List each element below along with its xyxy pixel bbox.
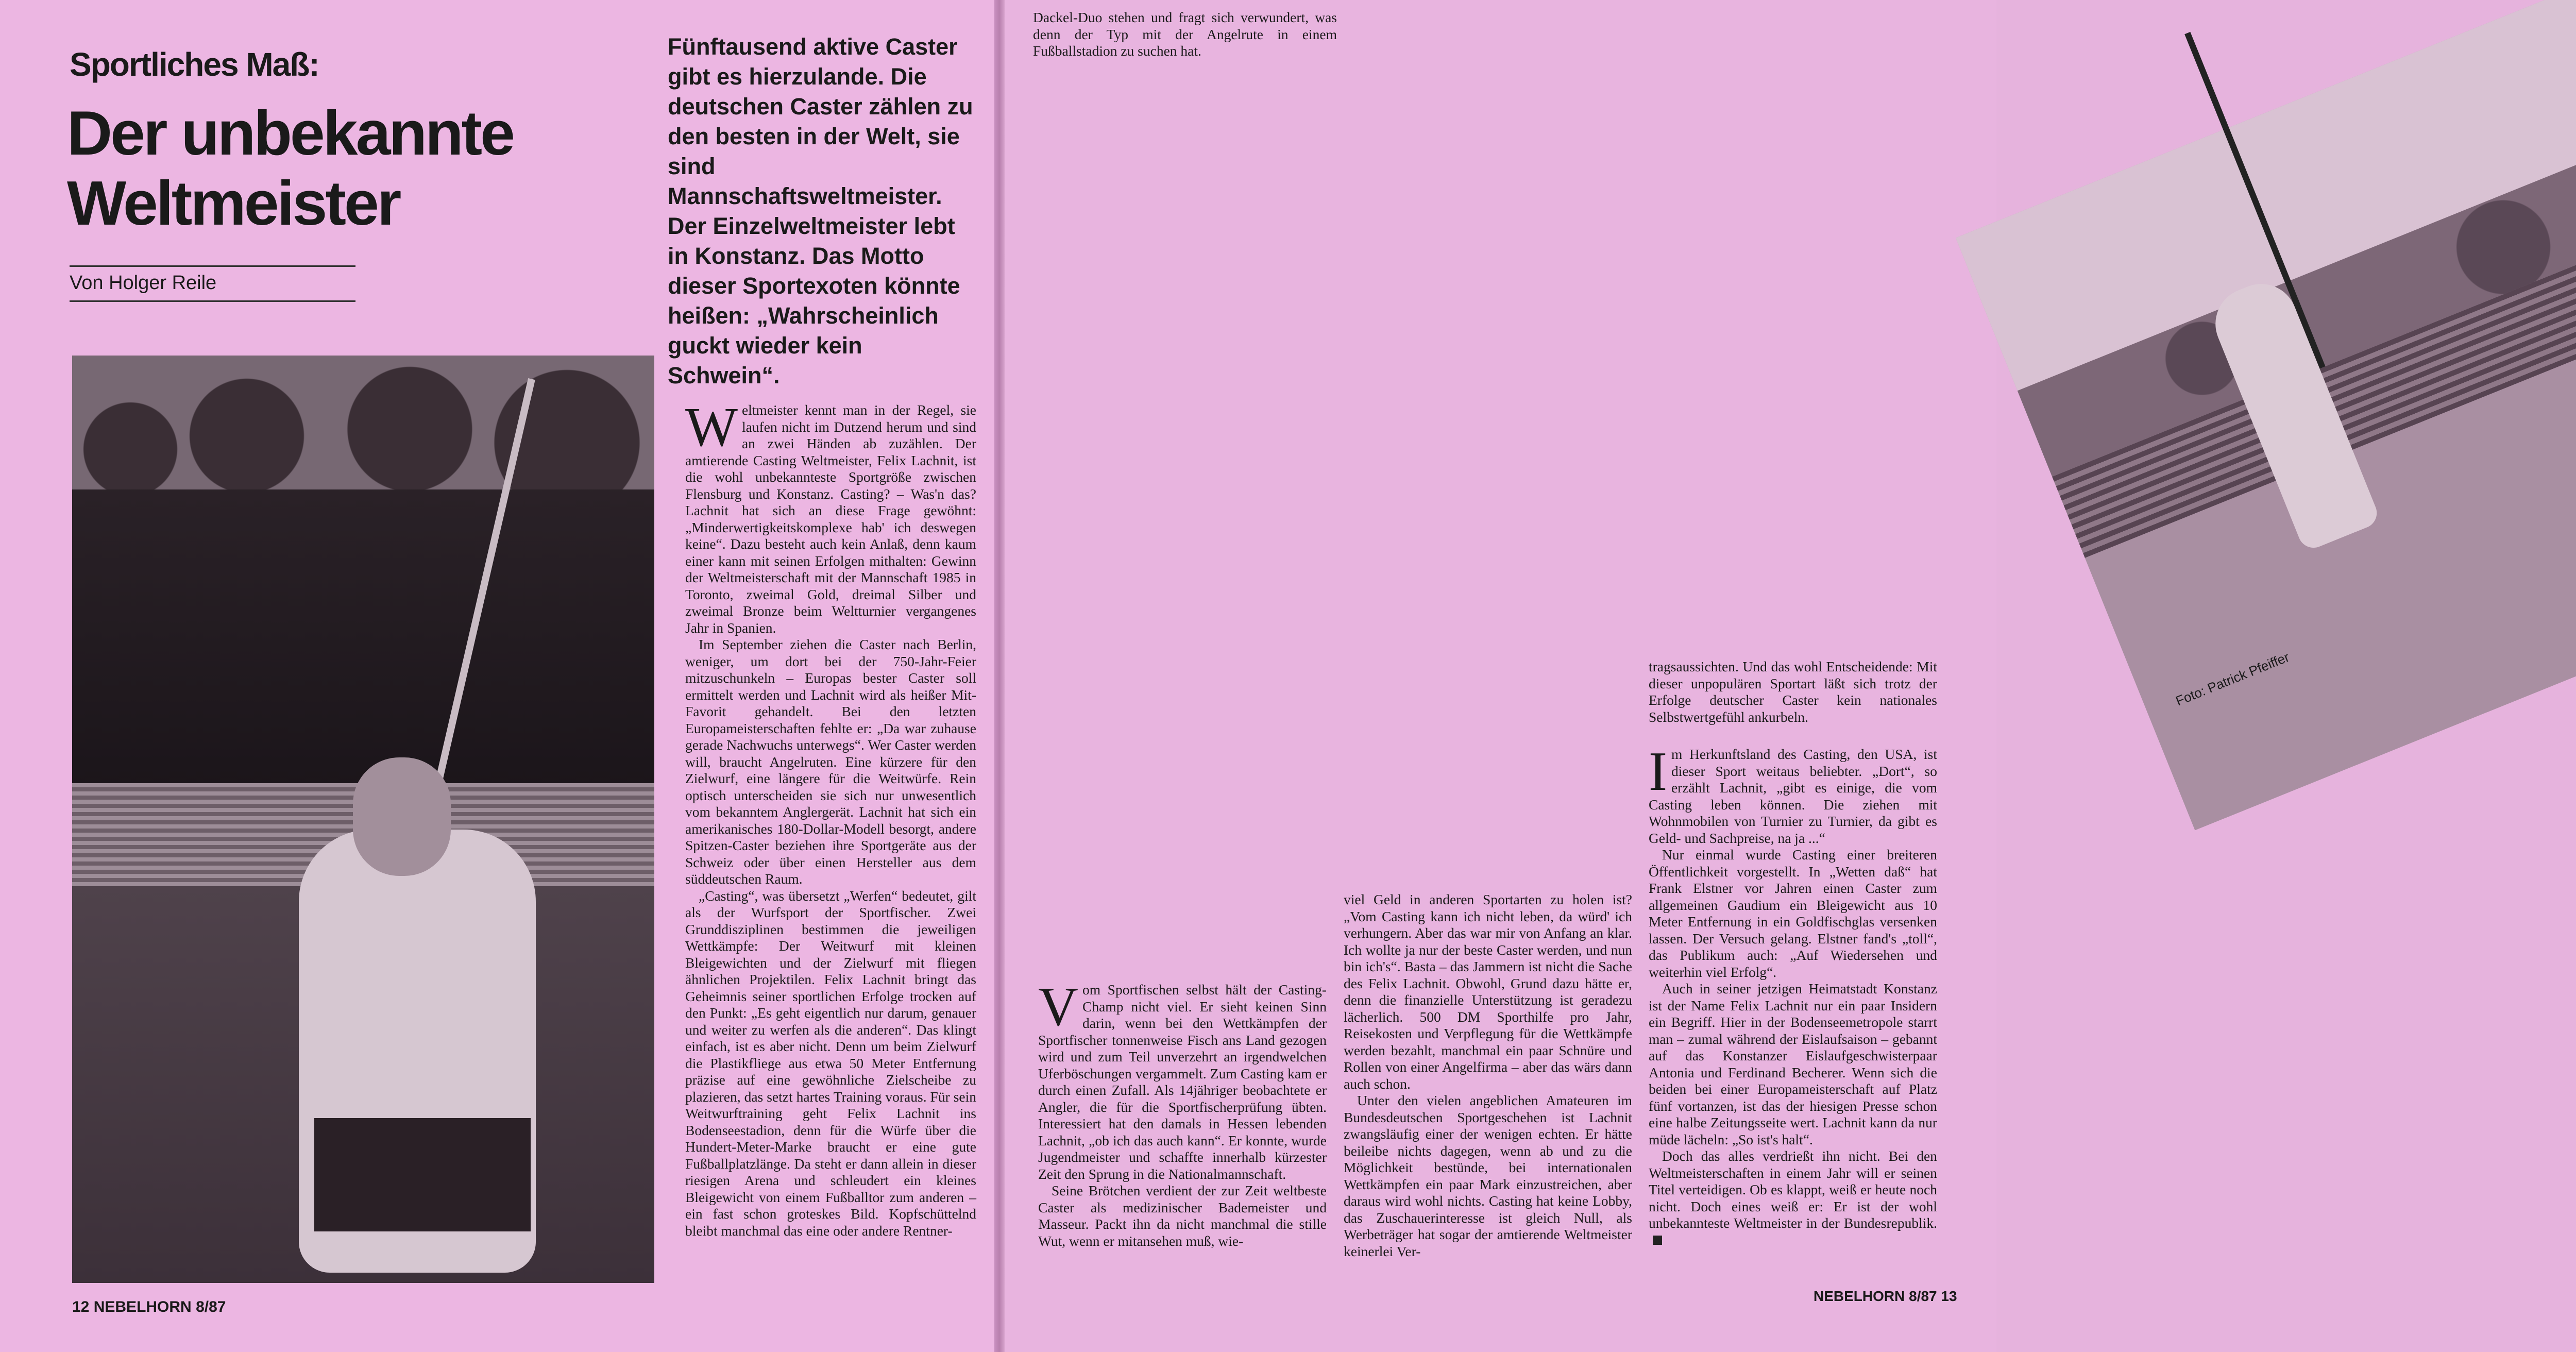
paragraph: Im Herkunftsland des Casting, den USA, ist dieser Sport weitaus beliebter. „Dort“, so erzählt Lachnit, „gibt es einige, die vom Casting leben können. Die ziehen mit Wohnmobilen von Turnier zu Turnier, da gibt es Geld- und Sachpreise, na ja ...“ <box>1649 741 1937 846</box>
lead-paragraph: Fünftausend aktive Caster gibt es hierzulande. Die deutschen Caster zählen zu den besten in der Welt, sie sind Mannschaftsweltmeister. Der Einzelweltmeister lebt in Konstanz. Das Motto dieser Sportexoten könnte heißen: „Wahrscheinlich guckt wieder kein Schwein“. <box>668 33 973 388</box>
headline-line-2: Weltmeister <box>67 168 400 238</box>
dropcap: W <box>685 397 738 458</box>
paragraph: Seine Brötchen verdient der zur Zeit weltbeste Caster als medizinischer Bademeister und Masseur. Packt ihn da nicht manchmal die stille Wut, wenn er mitansehen muß, wie- <box>1038 1182 1327 1249</box>
photo-caster-action <box>1956 0 2576 830</box>
paragraph: Unter den vielen angeblichen Amateuren im Bundesdeutschen Sportgeschehen ist Lachnit zwangsläufig einer der wenigen echten. Er hätte beileibe nichts dagegen, wenn ab und zu die Möglichkeit bestünde, bei internationalen Wettkämpfen ein paar Mark einzustreichen, aber daraus wird wohl nichts. Casting hat keine Lobby, das Zuschauerinteresse ist gleich Null, als Werbeträger hat sogar der amtierende Weltmeister keinerlei Ver- <box>1344 1092 1632 1259</box>
paragraph: Nur einmal wurde Casting einer breiteren Öffentlichkeit vorgestellt. In „Wetten daß“ hat Frank Elstner vor Jahren einen Caster zum allgemeinen Gaudium ein Bleigewicht aus 10 Meter Entfernung in ein Goldfischglas versenken lassen. Der Versuch gelang. Elstner fand's „toll“, das Publikum auch: „Auf Wiedersehen und weiterhin viel Erfolg“. <box>1649 847 1937 980</box>
article-column-4 <box>1649 658 1937 1248</box>
paragraph: Vom Sportfischen selbst hält der Casting-Champ nicht viel. Er sieht keinen Sinn darin, wenn bei den Wettkämpfen der Sportfischer tonnenweise Fisch ans Land gezogen wird und zum Teil unverzehrt an irgendwelchen Uferböschungen vergammelt. Zum Casting kam er durch einen Zufall. Als 14jähriger beobachtete er Angler, die für die Sportfischerprüfung übten. Interessiert hat den damals in Hessen lebenden Lachnit, „ob ich das auch kann“. Er konnte, wurde Jugendmeister und schaffte innerhalb kürzester Zeit den Sprung in die Nationalmannschaft. <box>1038 976 1327 1182</box>
photo-caster-action-frame <box>1956 0 2576 849</box>
paragraph: tragsaussichten. Und das wohl Entscheidende: Mit dieser unpopulären Sportart läßt sich trotz der Erfolge deutscher Caster kein nationales Selbstwertgefühl ankurbeln. <box>1649 658 1937 725</box>
article-column-3 <box>1344 891 1632 1260</box>
article-column-2 <box>1038 976 1327 1249</box>
dropcap: I <box>1649 741 1667 802</box>
end-mark-icon <box>1653 1236 1662 1245</box>
byline: Von Holger Reile <box>70 265 355 302</box>
article-column-1 <box>685 397 976 1239</box>
issue-number: 8/87 <box>196 1298 226 1315</box>
photo-credit: Foto: Patrick Pfeiffer <box>2173 649 2292 709</box>
headline-line-1: Der unbekannte <box>67 98 513 168</box>
folio-right <box>1814 1288 1957 1305</box>
continued-text-top: Dackel-Duo stehen und fragt sich verwundert, was denn der Typ mit der Angelrute in einem Fußballstadion zu suchen hat. <box>1033 9 1337 59</box>
magazine-name: NEBELHORN <box>1814 1288 1905 1304</box>
issue-number: 8/87 <box>1909 1288 1937 1304</box>
kicker: Sportliches Maß: <box>70 46 319 83</box>
photo-tree-tops <box>72 356 654 489</box>
photo-person-head <box>353 757 451 876</box>
page-number: 12 <box>72 1298 90 1315</box>
paragraph: Auch in seiner jetzigen Heimatstadt Konstanz ist der Name Felix Lachnit nur ein paar Insidern ein Begriff. Hier in der Bodenseemetropole starrt man – zumal während der Eislaufsaison – gebannt auf das Konstanzer Eislaufgeschwisterpaar Antonia und Ferdinand Becherer. Wenn sich die beiden bei einer Europameisterschaft auf Platz fünf vortanzen, ist das der hiesigen Presse schon eine halbe Zeitungsseite wert. Lachnit kann da nur müde lächeln: „So ist's halt“. <box>1649 981 1937 1147</box>
paragraph: Im September ziehen die Caster nach Berlin, weniger, um dort bei der 750-Jahr-Feier mitzuschunkeln – Europas bester Caster soll ermittelt werden und Lachnit wird als heißer Mit-Favorit gehandelt. Bei den letzten Europameisterschaften fehlte er: „Da war zuhause gerade Nachwuchs unterwegs“. Wer Caster werden will, braucht Angelruten. Eine kürzere für den Zielwurf, eine längere für die Weitwürfe. Rein optisch unterscheiden sie sich nur unwesentlich vom bekanntem Anglergerät. Lachnit hat sich ein amerikanisches 180-Dollar-Modell besorgt, andere Spitzen-Caster beziehen ihre Sportgeräte aus der Schweiz oder über einen Hersteller aus dem süddeutschen Raum. <box>685 636 976 887</box>
photo-caster-portrait <box>72 366 654 1283</box>
paragraph: viel Geld in anderen Sportarten zu holen ist? „Vom Casting kann ich nicht leben, da würd' ich verhungern. Aber das war mir von Anfang an klar. Ich wollte ja nur der beste Caster werden, und nun bin ich's“. Basta – das Jammern ist nicht die Sache des Felix Lachnit. Obwohl, Grund dazu hätte er, denn die finanzielle Unterstützung ist geradezu lächerlich. 500 DM Sporthilfe pro Jahr, Reisekosten und Verpflegung für die Wettkämpfe werden bezahlt, manchmal ein paar Schnüre und Rollen von einer Angelfirma – aber das wärs dann auch schon. <box>1344 891 1632 1092</box>
dropcap: V <box>1038 976 1078 1038</box>
headline <box>67 98 582 238</box>
page-left <box>0 0 994 1352</box>
page-number: 13 <box>1941 1288 1957 1304</box>
photo-person-shorts <box>314 1118 531 1231</box>
spread-gutter <box>994 0 1005 1352</box>
paragraph: Doch das alles verdrießt ihn nicht. Bei den Weltmeisterschaften in einem Jahr will er seinen Titel verteidigen. Ob es klappt, weiß er heute noch nicht. Doch eines weiß er: Er ist der wohl unbekannteste Weltmeister in der Bundesrepublik. <box>1649 1148 1937 1248</box>
paragraph: „Casting“, was übersetzt „Werfen“ bedeutet, gilt als der Wurfsport der Sportfischer. Zwei Grunddisziplinen bestimmen die jeweiligen Wettkämpfe: Der Weitwurf mit kleinen Bleigewichten und der Zielwurf mit fliegen ähnlichen Projektilen. Felix Lachnit bringt das Geheimnis seiner sportlichen Erfolge trocken auf den Punkt: „Es geht eigentlich nur darum, genauer und weiter zu werfen als die anderen“. Das klingt einfach, ist es aber nicht. Denn um beim Zielwurf die Plastikfliege aus etwa 50 Meter Entfernung präzise auf eine gewöhnliche Zielscheibe zu plazieren, das setzt hartes Training voraus. Für sein Weitwurftraining geht Felix Lachnit ins Bodenseestadion, denn für die Würfe über die Hundert-Meter-Marke braucht er eine gute Fußballplatzlänge. Da steht er dann allein in dieser riesigen Arena und schleudert ein kleines Bleigewicht von einem Fußballtor zum anderen – ein fast schon groteskes Bild. Kopfschüttelnd bleibt manchmal das eine oder andere Rentner- <box>685 887 976 1239</box>
magazine-name: NEBELHORN <box>93 1298 192 1315</box>
paragraph: Weltmeister kennt man in der Regel, sie laufen nicht im Dutzend herum und sind an zwei Händen ab zuzählen. Der amtierende Casting Weltmeister, Felix Lachnit, ist die wohl unbekannteste Sportgröße zwischen Flensburg und Konstanz. Casting? – Was'n das? Lachnit hat sich an diese Frage gewöhnt: „Minderwertigkeitskomplexe hab' ich deswegen keine“. Dazu besteht auch kein Anlaß, denn kaum einer kann mit seinen Erfolgen mithalten: Gewinn der Weltmeisterschaft mit der Mannschaft 1985 in Toronto, zweimal Gold, dreimal Silber und zweimal Bronze beim Weltturnier vergangenes Jahr in Spanien. <box>685 397 976 636</box>
folio-left <box>72 1298 226 1316</box>
